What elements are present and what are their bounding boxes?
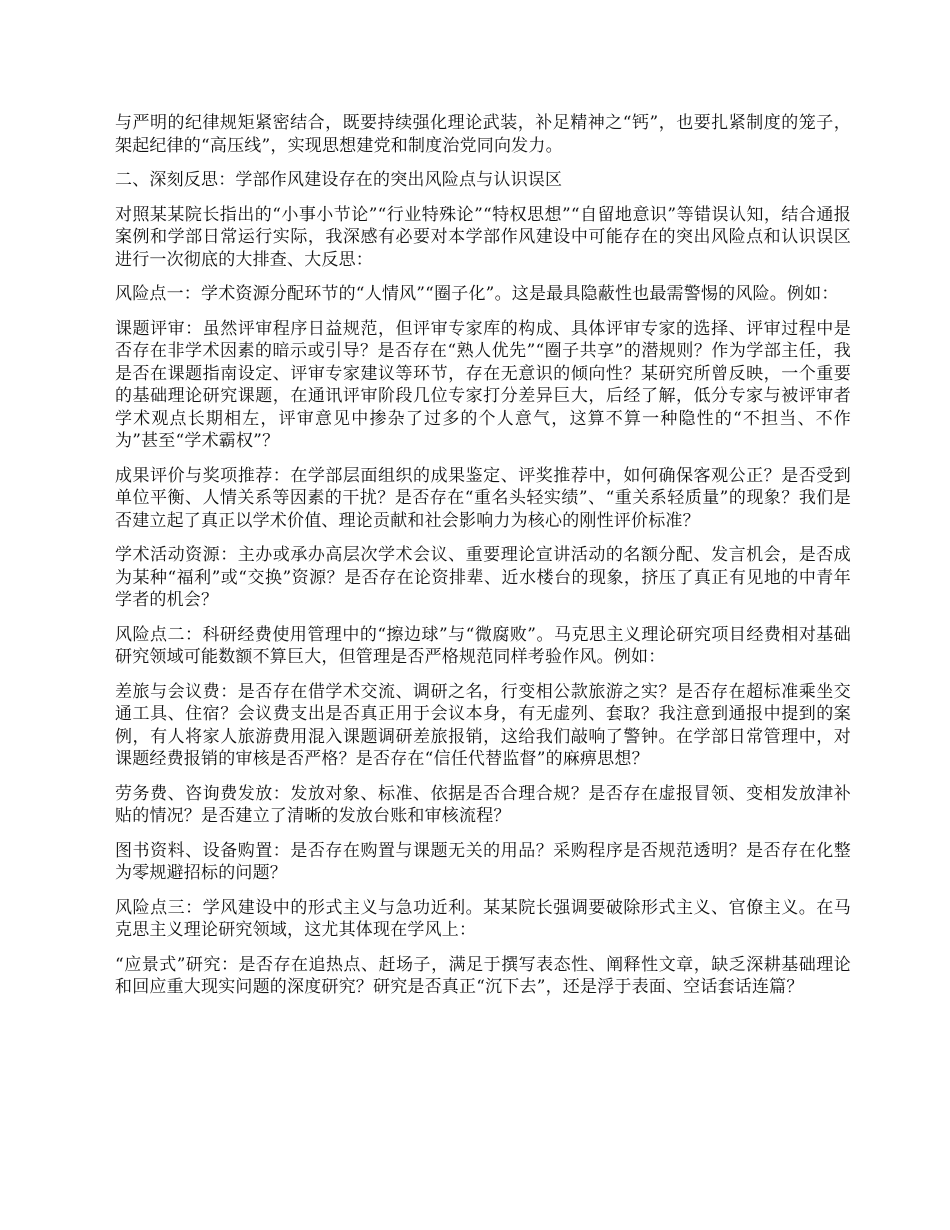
paragraph-books-equipment: 图书资料、设备购置：是否存在购置与课题无关的用品？采购程序是否规范透明？是否存在化整为零规避招标的问题？ [115,840,851,883]
paragraph-overview: 对照某某院长指出的“小事小节论”“行业特殊论”“特权思想”“自留地意识”等错误认知，结合通报案例和学部日常运行实际，我深感有必要对本学部作风建设中可能存在的突出风险点和认识误区进行一次彻底的大排查、大反思： [115,204,851,270]
risk-point-3-heading: 风险点三：学风建设中的形式主义与急功近利。某某院长强调要破除形式主义、官僚主义。在马克思主义理论研究领域，这尤其体现在学风上： [115,897,851,940]
document-body [115,112,851,1011]
paragraph-travel-meeting-fees: 差旅与会议费：是否存在借学术交流、调研之名，行变相公款旅游之实？是否存在超标准乘坐交通工具、住宿？会议费支出是否真正用于会议本身，有无虚列、套取？我注意到通报中提到的案例，有人将家人旅游费用混入课题调研差旅报销，这给我们敲响了警钟。在学部日常管理中，对课题经费报销的审核是否严格？是否存在“信任代替监督”的麻痹思想？ [115,681,851,769]
paragraph-project-review: 课题评审：虽然评审程序日益规范，但评审专家库的构成、具体评审专家的选择、评审过程中是否存在非学术因素的暗示或引导？是否存在“熟人优先”“圈子共享”的潜规则？作为学部主任，我是否在课题指南设定、评审专家建议等环节，存在无意识的倾向性？某研究所曾反映，一个重要的基础理论研究课题，在通讯评审阶段几位专家打分差异巨大，后经了解，低分专家与被评审者学术观点长期相左，评审意见中掺杂了过多的个人意气，这算不算一种隐性的“不担当、不作为”甚至“学术霸权”？ [115,318,851,451]
paragraph-occasion-research: “应景式”研究：是否存在追热点、赶场子，满足于撰写表态性、阐释性文章，缺乏深耕基础理论和回应重大现实问题的深度研究？研究是否真正“沉下去”，还是浮于表面、空话套话连篇？ [115,954,851,997]
paragraph-achievement-evaluation: 成果评价与奖项推荐：在学部层面组织的成果鉴定、评奖推荐中，如何确保客观公正？是否受到单位平衡、人情关系等因素的干扰？是否存在“重名头轻实绩”、“重关系轻质量”的现象？我们是否建立起了真正以学术价值、理论贡献和社会影响力为核心的刚性评价标准？ [115,465,851,531]
paragraph-labor-consulting-fees: 劳务费、咨询费发放：发放对象、标准、依据是否合理合规？是否存在虚报冒领、变相发放津补贴的情况？是否建立了清晰的发放台账和审核流程？ [115,783,851,826]
risk-point-2-heading: 风险点二：科研经费使用管理中的“擦边球”与“微腐败”。马克思主义理论研究项目经费相对基础研究领域可能数额不算巨大，但管理是否严格规范同样考验作风。例如： [115,624,851,667]
paragraph-intro-continuation: 与严明的纪律规矩紧密结合，既要持续强化理论武装，补足精神之“钙”，也要扎紧制度的笼子，架起纪律的“高压线”，实现思想建党和制度治党同向发力。 [115,113,851,156]
section-heading: 二、深刻反思：学部作风建设存在的突出风险点与认识误区 [115,170,563,190]
paragraph-academic-resources: 学术活动资源：主办或承办高层次学术会议、重要理论宣讲活动的名额分配、发言机会，是否成为某种“福利”或“交换”资源？是否存在论资排辈、近水楼台的现象，挤压了真正有见地的中青年学者的机会？ [115,545,851,610]
risk-point-1-heading: 风险点一：学术资源分配环节的“人情风”“圈子化”。这是最具隐蔽性也最需警惕的风险。例如： [115,284,839,304]
